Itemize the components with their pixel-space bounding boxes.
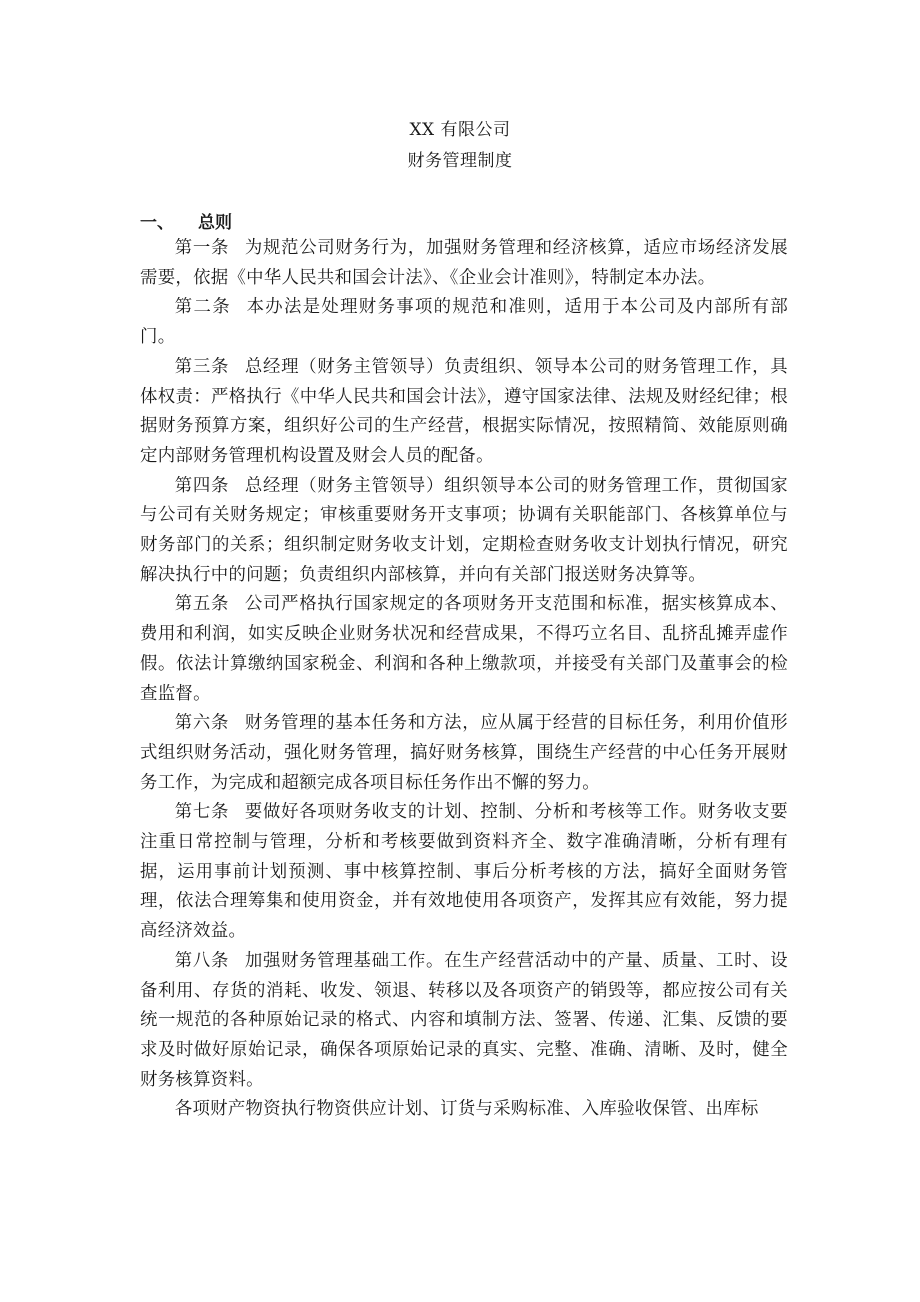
paragraph-article-7 [140,798,788,947]
section-heading [140,210,232,236]
article-text: 各项财产物资执行物资供应计划、订货与采购标准、入库验收保管、出库标 [174,1099,759,1120]
paragraph-article-4 [140,472,788,591]
paragraph-article-1 [140,234,788,293]
paragraph-article-8 [140,947,788,1096]
article-text: 要做好各项财务收支的计划、控制、分析和考核等工作。财务收支要注重日常控制与管理，分析和考核要做到资料齐全、数字准确清晰，分析有理有据，运用事前计划预测、事中核算控制、事后分析考核的方法，搞好全面财务管理，依法合理筹集和使用资金，并有效地使用各项资产，发挥其应有效能，努力提高经济效益。 [140,802,788,942]
document-title: 财务管理制度 [407,151,513,171]
article-number: 第六条 [174,713,230,734]
article-number: 第二条 [174,297,231,318]
section-title: 总则 [198,213,232,233]
article-text: 财务管理的基本任务和方法，应从属于经营的目标任务，利用价值形式组织财务活动，强化财务管理，搞好财务核算，围绕生产经营的中心任务开展财务工作，为完成和超额完成各项目标任务作出不懈的努力。 [140,713,788,793]
article-number: 第三条 [174,356,230,377]
document-body [140,234,788,1125]
article-text: 加强财务管理基础工作。在生产经营活动中的产量、质量、工时、设备利用、存货的消耗、收发、领退、转移以及各项资产的销毁等，都应按公司有关统一规范的各种原始记录的格式、内容和填制方法、签署、传递、汇集、反馈的要求及时做好原始记录，确保各项原始记录的真实、完整、准确、清晰、及时，健全财务核算资料。 [140,950,788,1090]
article-text: 公司严格执行国家规定的各项财务开支范围和标准，据实核算成本、费用和利润，如实反映企业财务状况和经营成果，不得巧立名目、乱挤乱摊弄虚作假。依法计算缴纳国家税金、利润和各种上缴款项，并接受有关部门及董事会的检查监督。 [140,594,788,704]
article-text: 为规范公司财务行为，加强财务管理和经济核算，适应市场经济发展需要，依据《中华人民共和国会计法》、《企业会计准则》，特制定本办法。 [140,238,788,288]
paragraph-article-6 [140,709,788,798]
company-title: XX 有限公司 [409,120,511,140]
article-text: 总经理（财务主管领导）组织领导本公司的财务管理工作，贯彻国家与公司有关财务规定；审核重要财务开支事项；协调有关职能部门、各核算单位与财务部门的关系；组织制定财务收支计划，定期检查财务收支计划执行情况，研究解决执行中的问题；负责组织内部核算，并向有关部门报送财务决算等。 [140,475,788,585]
section-number: 一、 [140,213,174,233]
paragraph-article-3 [140,353,788,472]
article-number: 第四条 [174,475,230,496]
article-number: 第一条 [174,238,230,258]
article-number: 第八条 [174,950,230,971]
paragraph-article-2 [140,293,788,352]
article-text: 总经理（财务主管领导）负责组织、领导本公司的财务管理工作，具体权责：严格执行《中华人民共和国会计法》，遵守国家法律、法规及财经纪律；根据财务预算方案，组织好公司的生产经营，根据实际情况，按照精简、效能原则确定内部财务管理机构设置及财会人员的配备。 [140,356,788,466]
paragraph-continuation [140,1095,788,1125]
paragraph-article-5 [140,590,788,709]
article-number: 第五条 [174,594,230,615]
article-text: 本办法是处理财务事项的规范和准则，适用于本公司及内部所有部门。 [140,297,789,348]
article-number: 第七条 [174,802,230,823]
